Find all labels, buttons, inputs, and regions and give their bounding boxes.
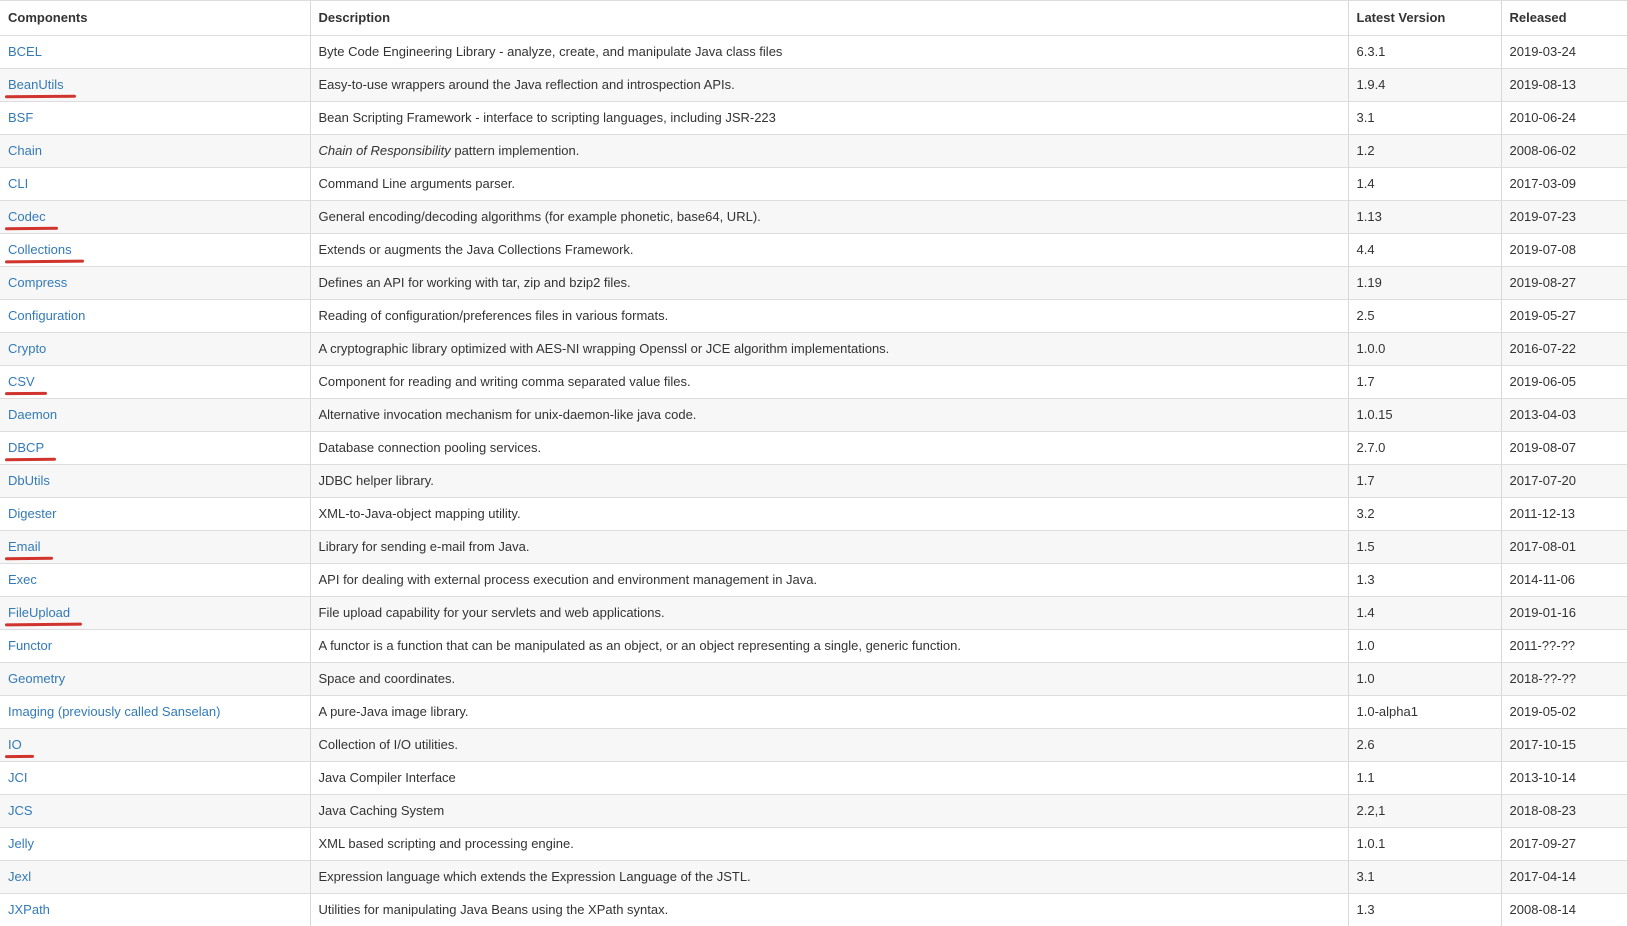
component-cell (0, 201, 310, 234)
table-row (0, 333, 1627, 366)
component-cell (0, 234, 310, 267)
component-link-wrap (8, 342, 46, 356)
table-row (0, 729, 1627, 762)
component-link[interactable]: BCEL (8, 44, 42, 59)
description-cell (310, 663, 1348, 696)
description-cell (310, 597, 1348, 630)
component-cell (0, 696, 310, 729)
released-cell: 2013-04-03 (1501, 399, 1627, 432)
released-cell: 2017-10-15 (1501, 729, 1627, 762)
description-cell (310, 498, 1348, 531)
description-text: A pure-Java image library. (319, 704, 469, 719)
latest-version-cell: 1.0.0 (1348, 333, 1501, 366)
description-text: Extends or augments the Java Collections Framework. (319, 242, 634, 257)
red-underline-annotation (5, 623, 82, 627)
description-cell (310, 729, 1348, 762)
latest-version-cell: 1.7 (1348, 465, 1501, 498)
red-underline-annotation (5, 557, 53, 560)
component-link[interactable]: Configuration (8, 308, 85, 323)
description-cell (310, 366, 1348, 399)
released-cell: 2011-??-?? (1501, 630, 1627, 663)
latest-version-cell: 1.0-alpha1 (1348, 696, 1501, 729)
component-cell (0, 267, 310, 300)
latest-version-cell: 4.4 (1348, 234, 1501, 267)
component-link[interactable]: Geometry (8, 671, 65, 686)
description-text: XML based scripting and processing engine. (319, 836, 574, 851)
component-link-wrap (8, 606, 70, 620)
description-text: Collection of I/O utilities. (319, 737, 458, 752)
column-header-released: Released (1501, 1, 1627, 36)
component-link-wrap (8, 639, 52, 653)
table-row (0, 168, 1627, 201)
column-header-components: Components (0, 1, 310, 36)
component-link-wrap (8, 705, 220, 719)
component-link-wrap (8, 276, 67, 290)
description-text: Alternative invocation mechanism for unix-daemon-like java code. (319, 407, 697, 422)
table-row (0, 663, 1627, 696)
component-link[interactable]: Functor (8, 638, 52, 653)
released-cell: 2019-05-02 (1501, 696, 1627, 729)
released-cell: 2019-08-07 (1501, 432, 1627, 465)
component-link-wrap (8, 573, 37, 587)
released-cell: 2016-07-22 (1501, 333, 1627, 366)
component-cell (0, 432, 310, 465)
column-header-latest-version: Latest Version (1348, 1, 1501, 36)
component-link[interactable]: JCI (8, 770, 28, 785)
description-cell (310, 102, 1348, 135)
table-row (0, 69, 1627, 102)
latest-version-cell: 3.2 (1348, 498, 1501, 531)
latest-version-cell: 1.1 (1348, 762, 1501, 795)
description-text: Byte Code Engineering Library - analyze, create, and manipulate Java class files (319, 44, 783, 59)
component-link-wrap (8, 870, 31, 884)
component-link-wrap (8, 474, 50, 488)
component-link[interactable]: Email (8, 539, 41, 554)
description-text: Database connection pooling services. (319, 440, 542, 455)
description-cell (310, 861, 1348, 894)
table-row (0, 432, 1627, 465)
description-cell (310, 696, 1348, 729)
component-link-wrap (8, 738, 22, 752)
latest-version-cell: 1.3 (1348, 564, 1501, 597)
component-cell (0, 69, 310, 102)
description-cell (310, 564, 1348, 597)
component-link-wrap (8, 111, 33, 125)
released-cell: 2011-12-13 (1501, 498, 1627, 531)
component-cell (0, 894, 310, 926)
component-cell (0, 564, 310, 597)
component-link[interactable]: Crypto (8, 341, 46, 356)
description-text: File upload capability for your servlets and web applications. (319, 605, 665, 620)
latest-version-cell: 1.5 (1348, 531, 1501, 564)
latest-version-cell: 1.9.4 (1348, 69, 1501, 102)
component-link[interactable]: IO (8, 737, 22, 752)
component-link[interactable]: CSV (8, 374, 35, 389)
released-cell: 2017-09-27 (1501, 828, 1627, 861)
table-row (0, 36, 1627, 69)
released-cell: 2017-03-09 (1501, 168, 1627, 201)
description-cell (310, 762, 1348, 795)
component-link[interactable]: JXPath (8, 902, 50, 917)
component-link-wrap (8, 540, 41, 554)
component-link-wrap (8, 804, 33, 818)
latest-version-cell: 1.4 (1348, 168, 1501, 201)
component-cell (0, 795, 310, 828)
red-underline-annotation (5, 260, 84, 264)
table-row (0, 399, 1627, 432)
description-text: JDBC helper library. (319, 473, 434, 488)
table-row (0, 861, 1627, 894)
released-cell: 2017-07-20 (1501, 465, 1627, 498)
latest-version-cell: 3.1 (1348, 102, 1501, 135)
released-cell: 2019-05-27 (1501, 300, 1627, 333)
description-cell (310, 399, 1348, 432)
component-link[interactable]: DBCP (8, 440, 44, 455)
header-row (0, 1, 1627, 36)
released-cell: 2019-06-05 (1501, 366, 1627, 399)
latest-version-cell: 6.3.1 (1348, 36, 1501, 69)
component-link[interactable]: Jelly (8, 836, 34, 851)
description-text: A functor is a function that can be manipulated as an object, or an object representing a single, generic function. (319, 638, 961, 653)
latest-version-cell: 1.19 (1348, 267, 1501, 300)
released-cell: 2008-06-02 (1501, 135, 1627, 168)
red-underline-annotation (5, 392, 47, 395)
table-row (0, 531, 1627, 564)
component-link[interactable]: Digester (8, 506, 56, 521)
latest-version-cell: 2.7.0 (1348, 432, 1501, 465)
component-cell (0, 465, 310, 498)
table-row (0, 597, 1627, 630)
description-text: General encoding/decoding algorithms (for example phonetic, base64, URL). (319, 209, 761, 224)
latest-version-cell: 1.0 (1348, 630, 1501, 663)
component-link[interactable]: JCS (8, 803, 33, 818)
table-row (0, 102, 1627, 135)
component-link[interactable]: BSF (8, 110, 33, 125)
component-cell (0, 102, 310, 135)
latest-version-cell: 2.2,1 (1348, 795, 1501, 828)
description-text: Defines an API for working with tar, zip and bzip2 files. (319, 275, 631, 290)
red-underline-annotation (5, 95, 76, 99)
component-link-wrap (8, 837, 34, 851)
component-cell (0, 399, 310, 432)
description-text: Component for reading and writing comma separated value files. (319, 374, 691, 389)
released-cell: 2019-07-23 (1501, 201, 1627, 234)
component-cell (0, 663, 310, 696)
description-cell (310, 630, 1348, 663)
description-cell (310, 201, 1348, 234)
component-link-wrap (8, 243, 72, 257)
description-text: XML-to-Java-object mapping utility. (319, 506, 521, 521)
released-cell: 2019-01-16 (1501, 597, 1627, 630)
table-row (0, 135, 1627, 168)
description-text: Java Compiler Interface (319, 770, 456, 785)
latest-version-cell: 1.13 (1348, 201, 1501, 234)
description-cell (310, 135, 1348, 168)
table-row (0, 267, 1627, 300)
component-cell (0, 333, 310, 366)
component-link[interactable]: Compress (8, 275, 67, 290)
component-cell (0, 300, 310, 333)
description-text: Java Caching System (319, 803, 445, 818)
description-cell (310, 267, 1348, 300)
column-header-description: Description (310, 1, 1348, 36)
component-link-wrap (8, 309, 85, 323)
component-cell (0, 498, 310, 531)
released-cell: 2014-11-06 (1501, 564, 1627, 597)
description-cell (310, 234, 1348, 267)
latest-version-cell: 3.1 (1348, 861, 1501, 894)
description-text: Utilities for manipulating Java Beans using the XPath syntax. (319, 902, 669, 917)
released-cell: 2013-10-14 (1501, 762, 1627, 795)
table-row (0, 630, 1627, 663)
description-text: Expression language which extends the Expression Language of the JSTL. (319, 869, 751, 884)
description-cell (310, 36, 1348, 69)
component-link-wrap (8, 177, 28, 191)
component-link-wrap (8, 45, 42, 59)
description-text: Library for sending e-mail from Java. (319, 539, 530, 554)
table-row (0, 828, 1627, 861)
description-cell (310, 432, 1348, 465)
latest-version-cell: 1.0.1 (1348, 828, 1501, 861)
description-cell (310, 531, 1348, 564)
released-cell: 2018-??-?? (1501, 663, 1627, 696)
component-link-wrap (8, 903, 50, 917)
description-text: Bean Scripting Framework - interface to scripting languages, including JSR-223 (319, 110, 776, 125)
table-row (0, 564, 1627, 597)
component-link-wrap (8, 210, 46, 224)
red-underline-annotation (5, 755, 34, 758)
latest-version-cell: 1.0.15 (1348, 399, 1501, 432)
released-cell: 2019-08-27 (1501, 267, 1627, 300)
component-cell (0, 828, 310, 861)
component-cell (0, 135, 310, 168)
component-cell (0, 36, 310, 69)
description-cell (310, 894, 1348, 926)
description-emphasis: Chain of Responsibility (319, 143, 451, 158)
table-header (0, 1, 1627, 36)
latest-version-cell: 2.5 (1348, 300, 1501, 333)
description-cell (310, 69, 1348, 102)
component-link-wrap (8, 507, 56, 521)
released-cell: 2019-03-24 (1501, 36, 1627, 69)
latest-version-cell: 1.0 (1348, 663, 1501, 696)
table-row (0, 465, 1627, 498)
component-link-wrap (8, 408, 57, 422)
table-row (0, 234, 1627, 267)
table-row (0, 201, 1627, 234)
component-link-wrap (8, 78, 64, 92)
component-link-wrap (8, 771, 28, 785)
component-cell (0, 531, 310, 564)
component-link[interactable]: Codec (8, 209, 46, 224)
component-cell (0, 762, 310, 795)
description-text: Space and coordinates. (319, 671, 456, 686)
latest-version-cell: 1.3 (1348, 894, 1501, 926)
component-link[interactable]: Jexl (8, 869, 31, 884)
component-link[interactable]: Imaging (previously called Sanselan) (8, 704, 220, 719)
table-row (0, 300, 1627, 333)
description-text: A cryptographic library optimized with AES-NI wrapping Openssl or JCE algorithm implementations. (319, 341, 890, 356)
component-link[interactable]: DbUtils (8, 473, 50, 488)
component-cell (0, 630, 310, 663)
table-row (0, 696, 1627, 729)
table-row (0, 366, 1627, 399)
latest-version-cell: 1.7 (1348, 366, 1501, 399)
table-body (0, 36, 1627, 926)
description-cell (310, 465, 1348, 498)
table-row (0, 498, 1627, 531)
description-cell (310, 168, 1348, 201)
description-text: Command Line arguments parser. (319, 176, 516, 191)
latest-version-cell: 1.4 (1348, 597, 1501, 630)
released-cell: 2010-06-24 (1501, 102, 1627, 135)
component-cell (0, 597, 310, 630)
component-link-wrap (8, 441, 44, 455)
component-link-wrap (8, 375, 35, 389)
description-text: API for dealing with external process execution and environment management in Java. (319, 572, 818, 587)
description-cell (310, 300, 1348, 333)
component-link[interactable]: Daemon (8, 407, 57, 422)
component-cell (0, 861, 310, 894)
component-cell (0, 366, 310, 399)
component-link[interactable]: Exec (8, 572, 37, 587)
description-cell (310, 333, 1348, 366)
released-cell: 2018-08-23 (1501, 795, 1627, 828)
latest-version-cell: 2.6 (1348, 729, 1501, 762)
latest-version-cell: 1.2 (1348, 135, 1501, 168)
released-cell: 2017-04-14 (1501, 861, 1627, 894)
description-text: pattern implemention. (451, 143, 580, 158)
description-cell (310, 828, 1348, 861)
component-link[interactable]: Collections (8, 242, 72, 257)
component-cell (0, 168, 310, 201)
component-link[interactable]: BeanUtils (8, 77, 64, 92)
component-link[interactable]: CLI (8, 176, 28, 191)
component-link[interactable]: Chain (8, 143, 42, 158)
released-cell: 2019-08-13 (1501, 69, 1627, 102)
table-row (0, 894, 1627, 926)
description-cell (310, 795, 1348, 828)
component-link-wrap (8, 144, 42, 158)
red-underline-annotation (5, 227, 58, 230)
released-cell: 2008-08-14 (1501, 894, 1627, 926)
red-underline-annotation (5, 458, 56, 461)
table-row (0, 762, 1627, 795)
table-row (0, 795, 1627, 828)
description-text: Reading of configuration/preferences files in various formats. (319, 308, 669, 323)
component-link[interactable]: FileUpload (8, 605, 70, 620)
released-cell: 2017-08-01 (1501, 531, 1627, 564)
released-cell: 2019-07-08 (1501, 234, 1627, 267)
description-text: Easy-to-use wrappers around the Java reflection and introspection APIs. (319, 77, 735, 92)
component-cell (0, 729, 310, 762)
component-link-wrap (8, 672, 65, 686)
